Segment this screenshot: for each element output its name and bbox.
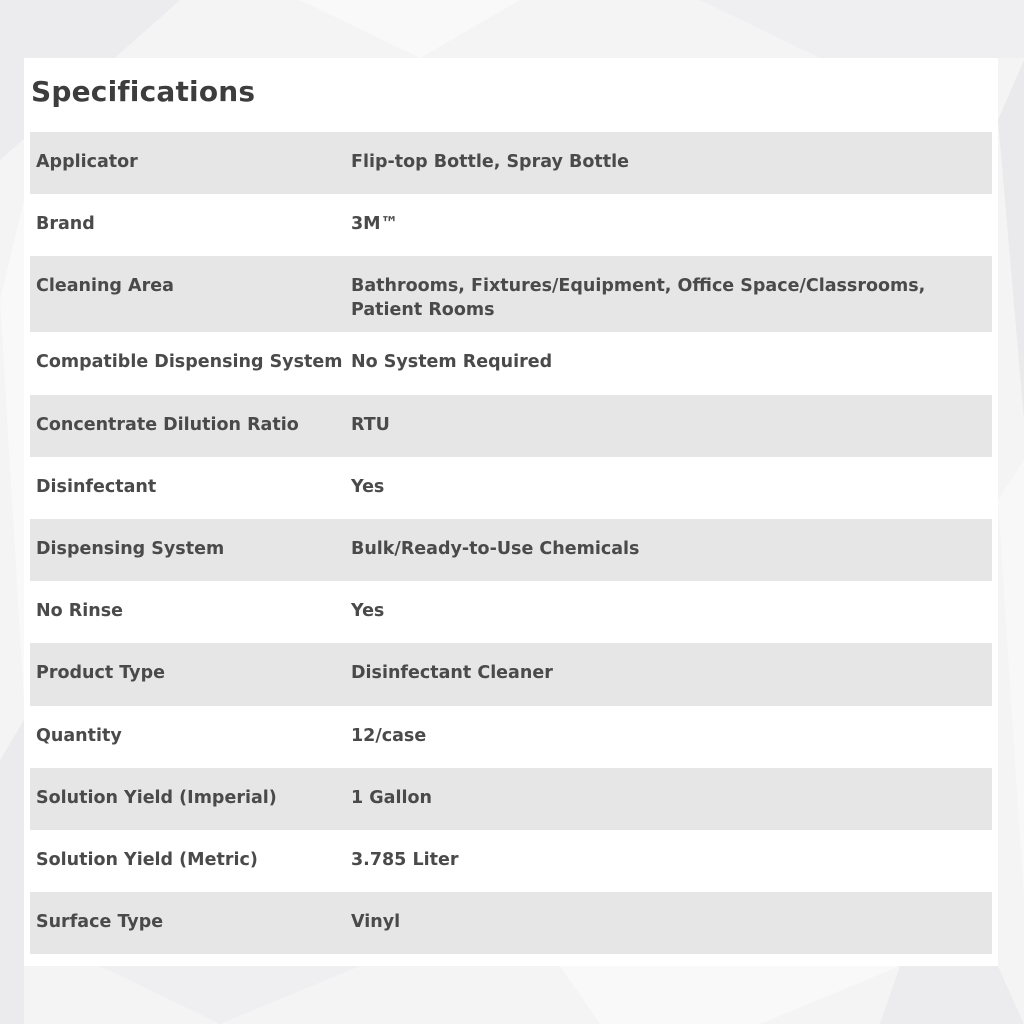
spec-value: Flip-top Bottle, Spray Bottle bbox=[351, 152, 629, 172]
spec-value: No System Required bbox=[351, 352, 553, 373]
spec-value: Vinyl bbox=[351, 912, 401, 933]
spec-label: Surface Type bbox=[36, 912, 164, 933]
spec-row-compatible-dispensing-system bbox=[30, 332, 992, 394]
spec-value: Yes bbox=[351, 476, 385, 497]
spec-label: Applicator bbox=[36, 152, 138, 172]
spec-label: Dispensing System bbox=[36, 538, 225, 559]
spec-value: 1 Gallon bbox=[351, 787, 432, 808]
spec-value: Bathrooms, Fixtures/Equipment, Office Space/Classrooms, Patient Rooms bbox=[351, 276, 926, 321]
spec-row-surface-type bbox=[30, 892, 992, 954]
specifications-panel bbox=[24, 58, 998, 966]
spec-label: Solution Yield (Imperial) bbox=[36, 787, 277, 808]
specifications-table bbox=[30, 132, 992, 954]
spec-label: Brand bbox=[36, 214, 95, 235]
spec-row-no-rinse bbox=[30, 581, 992, 643]
section-title: Specifications bbox=[31, 75, 256, 108]
spec-label: Cleaning Area bbox=[36, 276, 174, 297]
spec-value: Bulk/Ready-to-Use Chemicals bbox=[351, 538, 640, 559]
spec-value: 3.785 Liter bbox=[351, 849, 459, 870]
spec-row-dispensing-system bbox=[30, 519, 992, 581]
spec-row-disinfectant bbox=[30, 457, 992, 519]
spec-label: Concentrate Dilution Ratio bbox=[36, 414, 299, 435]
spec-row-cleaning-area bbox=[30, 256, 992, 332]
spec-row-brand bbox=[30, 194, 992, 256]
spec-value: Disinfectant Cleaner bbox=[351, 663, 553, 684]
spec-row-solution-yield-imperial bbox=[30, 768, 992, 830]
spec-row-solution-yield-metric bbox=[30, 830, 992, 892]
spec-value: 3M™ bbox=[351, 214, 399, 235]
spec-label: Quantity bbox=[36, 725, 122, 746]
spec-label: Product Type bbox=[36, 663, 165, 684]
spec-label: No Rinse bbox=[36, 601, 123, 622]
spec-label: Disinfectant bbox=[36, 476, 157, 497]
spec-row-concentrate-dilution-ratio bbox=[30, 395, 992, 457]
spec-row-applicator bbox=[30, 132, 992, 194]
spec-value: 12/case bbox=[351, 725, 427, 746]
spec-label: Solution Yield (Metric) bbox=[36, 849, 258, 870]
spec-row-quantity bbox=[30, 706, 992, 768]
spec-row-product-type bbox=[30, 643, 992, 705]
spec-value: Yes bbox=[351, 601, 385, 622]
spec-label: Compatible Dispensing System bbox=[36, 352, 343, 373]
spec-value: RTU bbox=[351, 414, 390, 435]
